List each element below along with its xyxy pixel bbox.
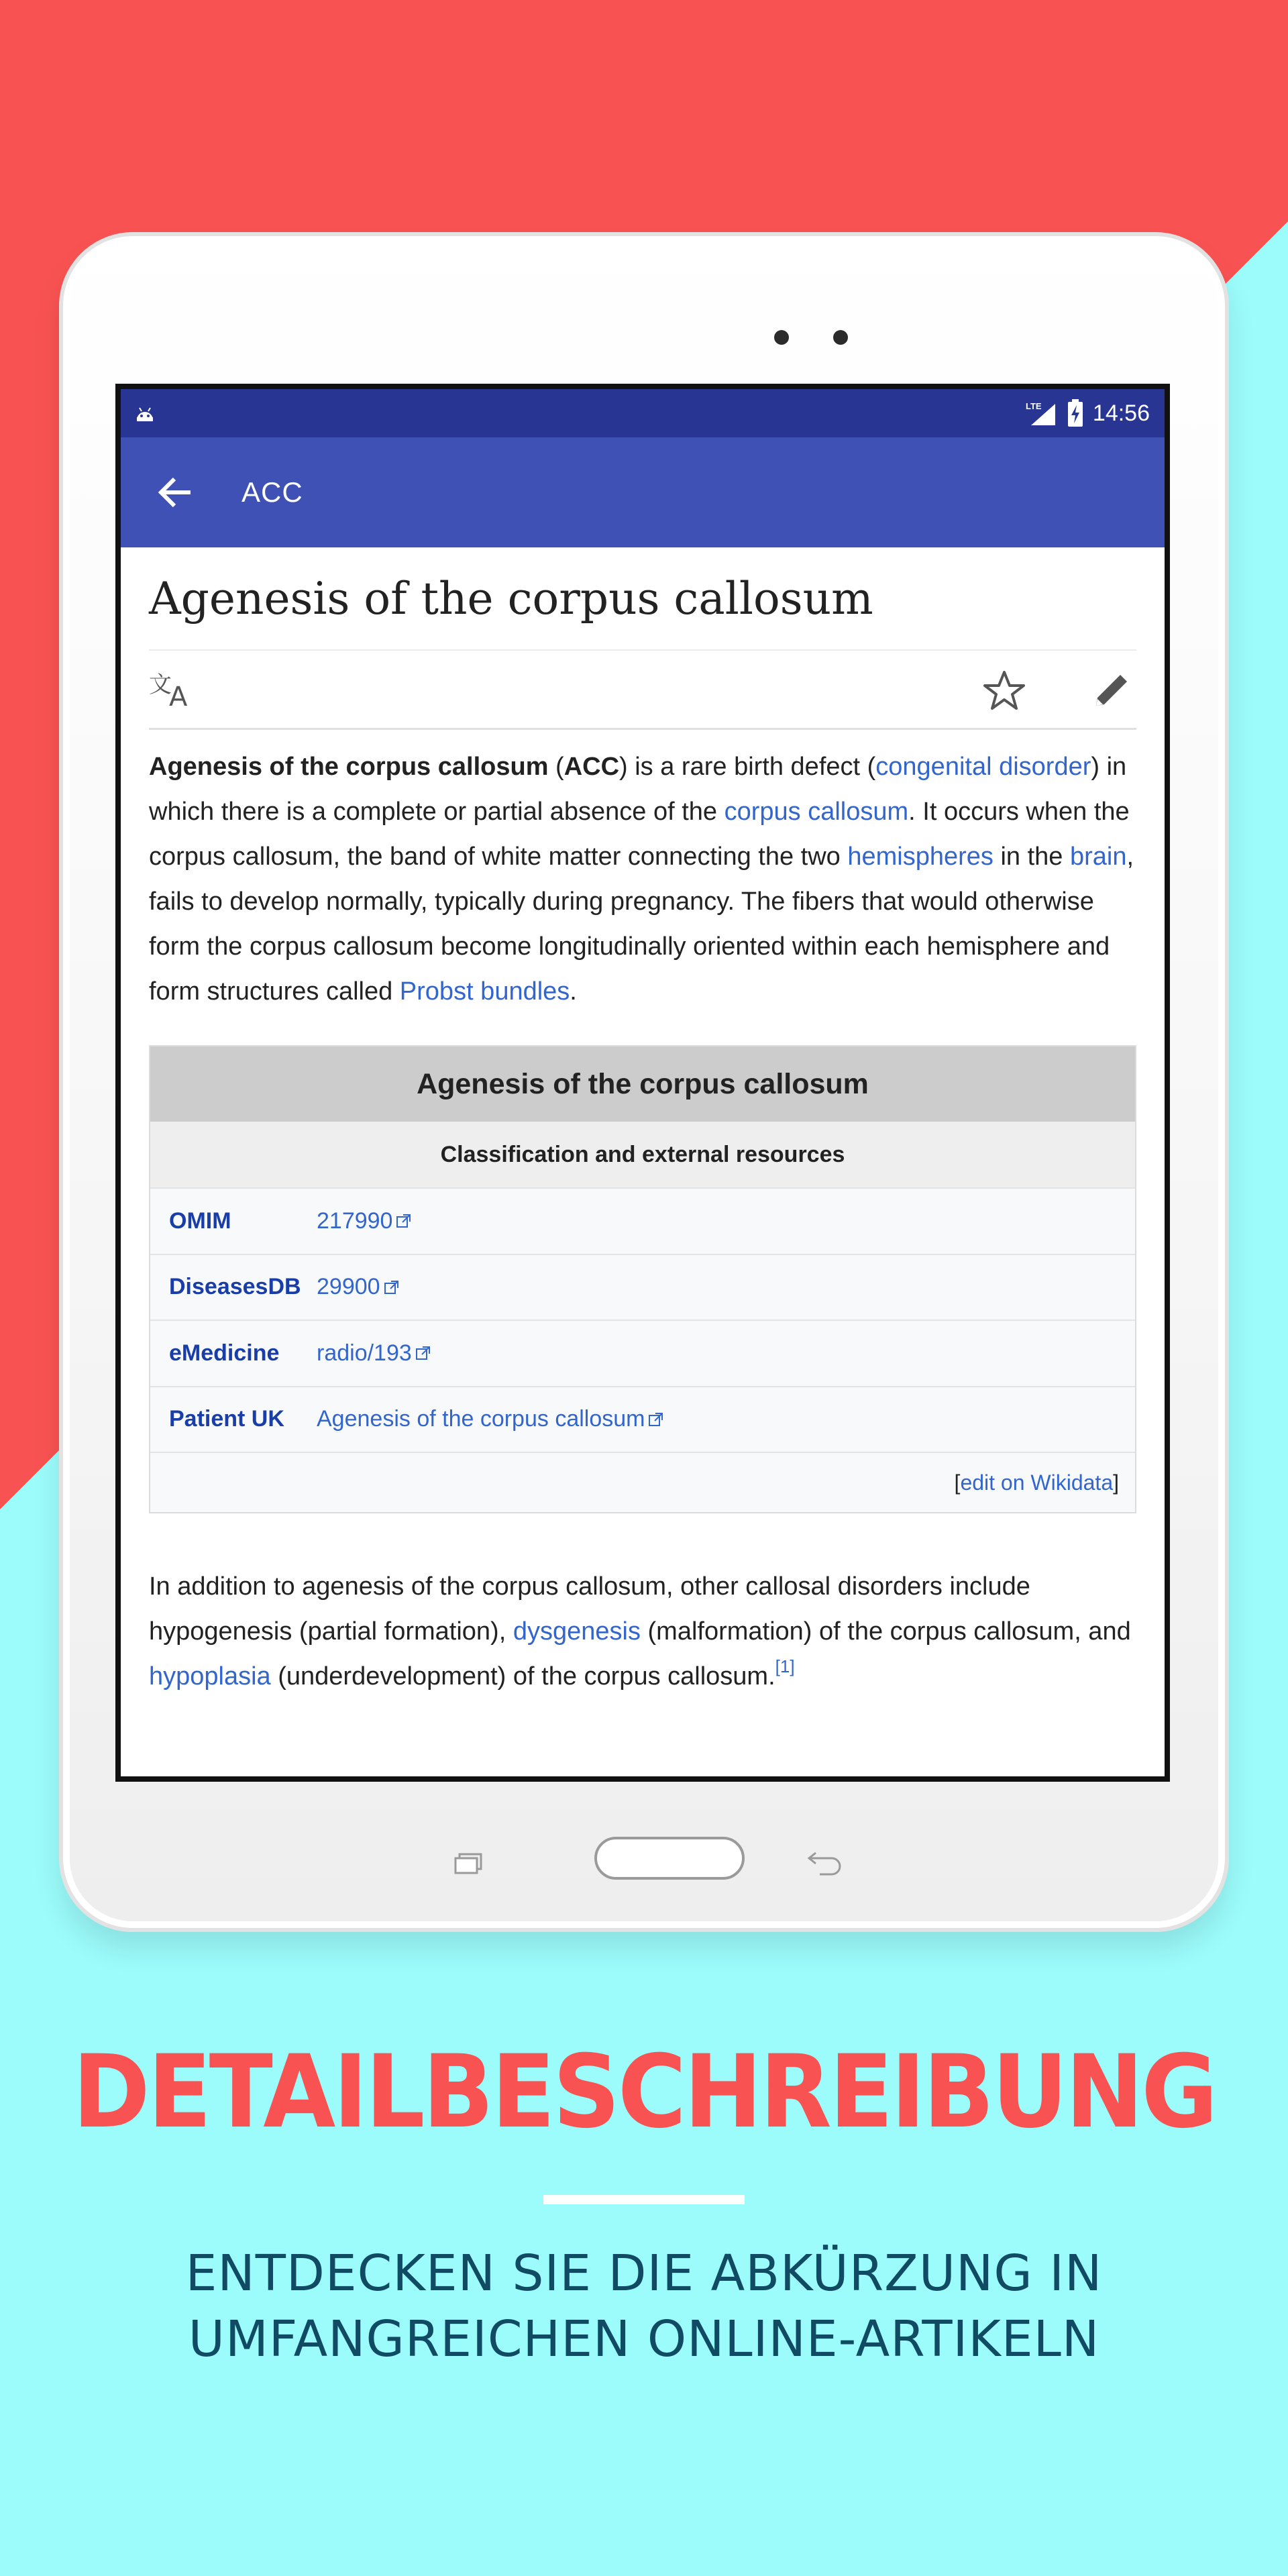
text-span: . It occurs when the corpus callosum, the band of white matter connecting the two: [149, 798, 1130, 871]
app-bar-title: ACC: [241, 476, 303, 508]
svg-text:A: A: [169, 681, 188, 710]
link-hemispheres[interactable]: hemispheres: [847, 843, 994, 871]
camera-dot: [774, 330, 789, 345]
back-nav-icon[interactable]: [806, 1849, 844, 1876]
infobox-value-link[interactable]: [317, 1340, 432, 1366]
text-span: (underdevelopment) of the corpus callosum.: [270, 1662, 775, 1690]
infobox-value[interactable]: 29900: [317, 1274, 380, 1300]
promo-subline: [0, 2241, 1288, 2372]
text-span: in the: [993, 843, 1070, 871]
infobox-key[interactable]: OMIM: [169, 1208, 231, 1234]
link-congenital-disorder[interactable]: congenital disorder: [875, 753, 1091, 781]
text-span: ) is a rare birth defect (: [619, 753, 876, 781]
infobox-value-link[interactable]: [317, 1208, 413, 1234]
reference-link[interactable]: [1]: [775, 1656, 795, 1676]
promo-subline-line-1: ENTDECKEN SIE DIE ABKÜRZUNG IN: [185, 2245, 1103, 2302]
edit-on-wikidata-link[interactable]: edit on Wikidata: [960, 1470, 1114, 1495]
link-brain[interactable]: brain: [1070, 843, 1127, 871]
infobox-subtitle: Classification and external resources: [150, 1122, 1135, 1187]
infobox-row-patient-uk: [150, 1386, 1135, 1452]
link-probst-bundles[interactable]: Probst bundles: [399, 977, 570, 1006]
infobox-value[interactable]: Agenesis of the corpus callosum: [317, 1406, 645, 1432]
infobox-footer: [150, 1452, 1135, 1512]
infobox-key[interactable]: eMedicine: [169, 1340, 280, 1366]
promo-divider: [543, 2195, 745, 2204]
infobox: [149, 1045, 1136, 1513]
bracket: [: [954, 1470, 961, 1495]
infobox-row-diseasesdb: [150, 1254, 1135, 1320]
battery-charging-icon: [1067, 399, 1083, 427]
app-bar: [121, 437, 1165, 547]
text-span: (malformation) of the corpus callosum, and: [640, 1617, 1131, 1646]
link-corpus-callosum[interactable]: corpus callosum: [724, 798, 909, 826]
translate-icon[interactable]: [149, 669, 197, 710]
infobox-value[interactable]: radio/193: [317, 1340, 412, 1366]
infobox-row-emedicine: [150, 1320, 1135, 1386]
infobox-key[interactable]: Patient UK: [169, 1406, 284, 1432]
intro-paragraph: [149, 745, 1136, 1014]
external-link-icon: [415, 1344, 432, 1362]
link-dysgenesis[interactable]: dysgenesis: [513, 1617, 641, 1646]
svg-text:LTE: LTE: [1025, 401, 1042, 411]
article-toolbar: [149, 651, 1136, 730]
infobox-value[interactable]: 217990: [317, 1208, 393, 1234]
external-link-icon: [647, 1411, 665, 1428]
sensor-dot: [833, 330, 848, 345]
android-notification-icon: [134, 404, 156, 423]
external-link-icon: [395, 1212, 413, 1230]
bold-abbreviation: ACC: [564, 753, 620, 781]
text-span: In addition to agenesis of the corpus callosum, other callosal disorders include hypogenesis (partial formation),: [149, 1572, 1030, 1646]
status-time: 14:56: [1092, 400, 1150, 426]
infobox-key[interactable]: DiseasesDB: [169, 1274, 301, 1300]
svg-text:文: 文: [149, 671, 172, 698]
recent-apps-icon[interactable]: [454, 1851, 484, 1874]
status-bar: [121, 389, 1165, 437]
home-button[interactable]: [594, 1837, 745, 1880]
infobox-title: Agenesis of the corpus callosum: [150, 1046, 1135, 1122]
promo-headline: DETAILBESCHREIBUNG: [72, 2034, 1216, 2151]
infobox-row-omim: [150, 1187, 1135, 1254]
external-link-icon: [383, 1279, 400, 1296]
link-hypoplasia[interactable]: hypoplasia: [149, 1662, 271, 1690]
star-icon[interactable]: [982, 669, 1026, 711]
text-span: .: [570, 977, 577, 1006]
text-span: , fails to develop normally, typically during pregnancy. The fibers that would otherwise form the corpus callosum become longitudinally oriented within each hemisphere and form structures called: [149, 843, 1134, 1006]
device-screen: [115, 384, 1170, 1782]
infobox-value-link[interactable]: [317, 1406, 665, 1432]
bracket: ]: [1113, 1470, 1119, 1495]
second-paragraph: [149, 1564, 1136, 1699]
infobox-value-link[interactable]: [317, 1274, 400, 1300]
edit-pencil-icon[interactable]: [1091, 669, 1132, 711]
text-span: ) in which there is a complete or partial absence of the: [149, 753, 1127, 826]
text-span: (: [548, 753, 564, 781]
lte-signal-icon: [1026, 400, 1058, 427]
article-content: [121, 547, 1165, 1699]
promo-subline-line-2: UMFANGREICHEN ONLINE-ARTIKELN: [188, 2310, 1100, 2368]
bold-term: Agenesis of the corpus callosum: [149, 753, 549, 781]
back-arrow-icon[interactable]: [154, 471, 197, 514]
article-title: Agenesis of the corpus callosum: [149, 547, 1136, 651]
